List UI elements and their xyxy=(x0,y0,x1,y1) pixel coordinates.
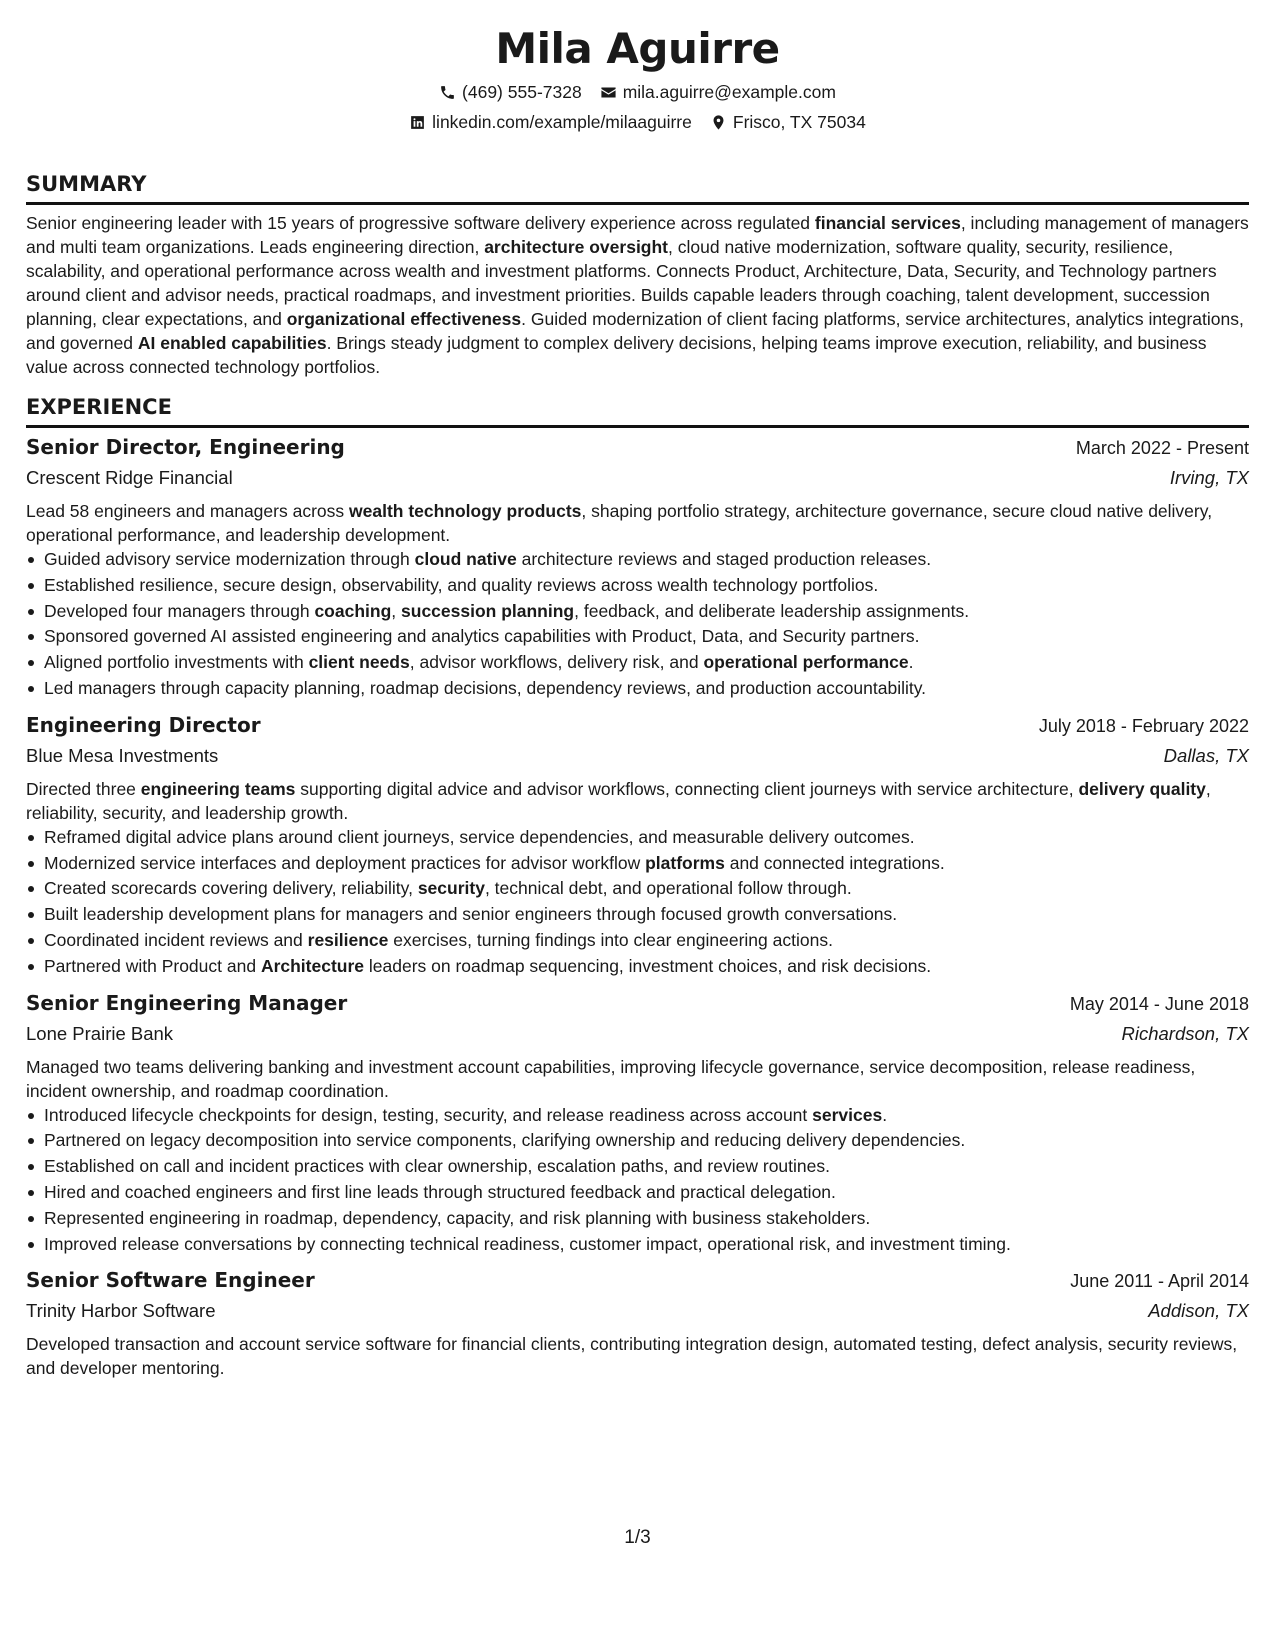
job-summary: Managed two teams delivering banking and investment account capabilities, improving lifecycle governance, service decomposition, release readiness, incident ownership, and roadmap coordination. xyxy=(26,1056,1196,1101)
experience-heading: EXPERIENCE xyxy=(26,393,1249,428)
job-company: Crescent Ridge Financial xyxy=(26,467,233,488)
job-bullets xyxy=(26,547,1249,702)
job-title: Senior Engineering Manager xyxy=(26,990,348,1015)
email-text[interactable]: mila.aguirre@example.com xyxy=(622,82,836,102)
job-company: Trinity Harbor Software xyxy=(26,1300,216,1322)
bullet-item: Improved release conversations by connecting technical readiness, customer impact, operational risk, and investment timing. xyxy=(44,1232,1249,1258)
bullet-item: Modernized service interfaces and deployment practices for advisor workflow platforms and connected integrations. xyxy=(44,851,1249,877)
job-title: Senior Director, Engineering xyxy=(26,435,345,459)
job-header xyxy=(26,432,1249,463)
contact-line-1 xyxy=(26,80,1249,104)
job-summary: Lead 58 engineers and managers across wealth technology products, shaping portfolio strategy, architecture governance, secure cloud native delivery, operational performance, and leadership development. xyxy=(26,501,1213,545)
job-entry xyxy=(26,432,1249,702)
envelope-icon xyxy=(600,84,617,101)
phone-icon xyxy=(439,84,456,101)
bullet-item: Developed four managers through coaching, succession planning, feedback, and deliberate leadership assignments. xyxy=(44,599,1249,625)
phone-text: (469) 555-7328 xyxy=(462,82,582,102)
bullet-item: Established resilience, secure design, observability, and quality reviews across wealth technology portfolios. xyxy=(44,573,1249,599)
job-title: Senior Software Engineer xyxy=(26,1268,315,1293)
job-dates: May 2014 - June 2018 xyxy=(1069,993,1249,1014)
job-entry xyxy=(26,710,1249,980)
email-contact[interactable] xyxy=(600,80,836,104)
summary-paragraph: Senior engineering leader with 15 years of progressive software delivery experience across regulated financial services, including management of managers and multi team organizations. Leads engineering direction, architecture oversight, cloud native modernization, software quality, security, resilience, scalability, and operational performance across wealth and investment platforms. Connects Product, Architecture, Data, Security, and Technology partners around client and advisor needs, practical roadmaps, and investment priorities. Builds capable leaders through coaching, talent development, succession planning, clear expectations, and organizational effectiveness. Guided modernization of client facing platforms, service architectures, analytics integrations, and governed AI enabled capabilities. Brings steady judgment to complex delivery decisions, helping teams improve execution, reliability, and business value across connected technology portfolios. xyxy=(26,213,1249,377)
job-dates: June 2011 - April 2014 xyxy=(1070,1271,1249,1292)
job-bullets xyxy=(26,1103,1249,1258)
job-title: Engineering Director xyxy=(26,712,261,737)
resume-page xyxy=(26,0,1249,1380)
bullet-item: Aligned portfolio investments with client needs, advisor workflows, delivery risk, and operational performance. xyxy=(44,650,1249,676)
phone-contact xyxy=(439,80,582,104)
bullet-item: Built leadership development plans for managers and senior engineers through focused growth conversations. xyxy=(44,902,1249,928)
job-dates: July 2018 - February 2022 xyxy=(1038,715,1249,736)
contact-line-2 xyxy=(26,110,1249,134)
job-bullets xyxy=(26,825,1249,980)
job-entry xyxy=(26,1265,1249,1380)
job-subheader xyxy=(26,1296,1249,1326)
job-header xyxy=(26,988,1249,1019)
job-subheader xyxy=(26,741,1249,771)
bullet-item: Hired and coached engineers and first line leads through structured feedback and practical delegation. xyxy=(44,1180,1249,1206)
job-location: Dallas, TX xyxy=(1163,744,1249,766)
job-location: Richardson, TX xyxy=(1121,1022,1249,1044)
bullet-item: Reframed digital advice plans around client journeys, service dependencies, and measurable delivery outcomes. xyxy=(44,825,1249,851)
bullet-item: Coordinated incident reviews and resilience exercises, turning findings into clear engineering actions. xyxy=(44,928,1249,954)
job-subheader xyxy=(26,463,1249,493)
bullet-item: Sponsored governed AI assisted engineering and analytics capabilities with Product, Data, and Security partners. xyxy=(44,624,1249,650)
candidate-name: Mila Aguirre xyxy=(495,24,780,73)
map-pin-icon xyxy=(710,114,727,131)
bullet-item: Introduced lifecycle checkpoints for design, testing, security, and release readiness across account services. xyxy=(44,1103,1249,1129)
job-location: Addison, TX xyxy=(1148,1300,1249,1322)
job-summary: Developed transaction and account service software for financial clients, contributing integration design, automated testing, defect analysis, security reviews, and developer mentoring. xyxy=(26,1334,1238,1379)
experience-list xyxy=(26,432,1249,1380)
bullet-item: Created scorecards covering delivery, reliability, security, technical debt, and operational follow through. xyxy=(44,876,1249,902)
job-dates: March 2022 - Present xyxy=(1075,438,1249,458)
summary-heading: SUMMARY xyxy=(26,170,1249,205)
location-contact xyxy=(710,110,866,134)
bullet-item: Partnered with Product and Architecture leaders on roadmap sequencing, investment choices, and risk decisions. xyxy=(44,954,1249,980)
job-entry xyxy=(26,988,1249,1258)
job-company: Lone Prairie Bank xyxy=(26,1022,174,1044)
bullet-item: Partnered on legacy decomposition into service components, clarifying ownership and reducing delivery dependencies. xyxy=(44,1128,1249,1154)
bullet-item: Represented engineering in roadmap, dependency, capacity, and risk planning with business stakeholders. xyxy=(44,1206,1249,1232)
linkedin-contact[interactable] xyxy=(409,110,692,134)
job-subheader xyxy=(26,1019,1249,1049)
bullet-item: Led managers through capacity planning, roadmap decisions, dependency reviews, and production accountability. xyxy=(44,676,1249,702)
location-text: Frisco, TX 75034 xyxy=(732,112,866,132)
job-header xyxy=(26,1265,1249,1296)
job-company: Blue Mesa Investments xyxy=(26,744,219,766)
page-number: 1/3 xyxy=(624,1527,651,1548)
job-location: Irving, TX xyxy=(1169,467,1249,488)
job-header xyxy=(26,710,1249,741)
linkedin-icon xyxy=(409,114,426,131)
linkedin-text[interactable]: linkedin.com/example/milaaguirre xyxy=(432,112,692,132)
bullet-item: Guided advisory service modernization through cloud native architecture reviews and staged production releases. xyxy=(44,547,1249,573)
job-summary: Directed three engineering teams supporting digital advice and advisor workflows, connecting client journeys with service architecture, delivery quality, reliability, security, and leadership growth. xyxy=(26,778,1211,823)
bullet-item: Established on call and incident practices with clear ownership, escalation paths, and review routines. xyxy=(44,1154,1249,1180)
